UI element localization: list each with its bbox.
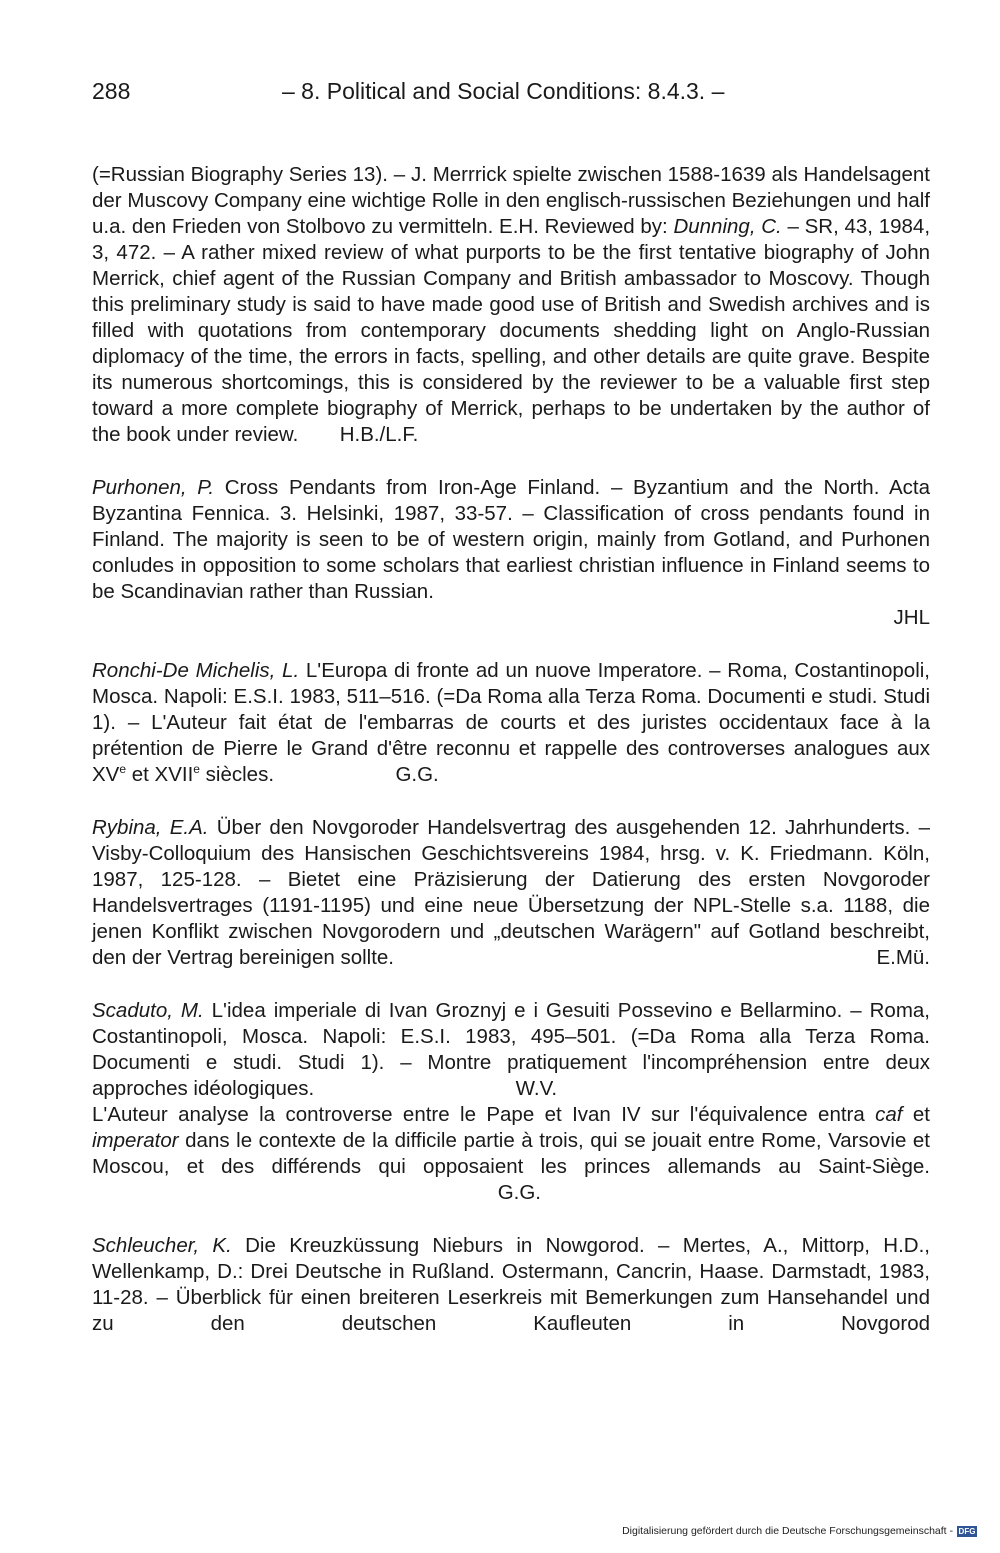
entry-text: dans le contexte de la difficile partie à trois, qui se jouait entre Rome, Varsovie et Moscou, et des différends qui opposaient les princes allemands au Saint-Siège.	[92, 1129, 930, 1178]
superscript: e	[193, 762, 200, 777]
entry-text: et	[902, 1103, 930, 1126]
entry-initials: W.V.	[515, 1077, 558, 1100]
entry-initials: E.H.	[499, 215, 539, 238]
entry-author: Ronchi-De Michelis, L.	[92, 659, 300, 682]
bibliography-body	[92, 162, 930, 1337]
running-head-title: – 8. Political and Social Conditions: 8.4.3. –	[282, 78, 725, 104]
bibliography-entry-schleucher	[92, 1233, 930, 1337]
bibliography-entry-ronchi-de-michelis	[92, 658, 930, 788]
bibliography-entry-scaduto	[92, 998, 930, 1206]
entry-text: (=Russian Biography Series 13). – J. Merrrick spielte zwischen 1588-1639 als Handelsagent der Muscovy Company eine wichtige Rolle in den englisch-russischen Beziehungen und half u.a. den Frieden von Stolbovo zu vermitteln.	[92, 163, 930, 238]
entry-text: Cross Pendants from Iron-Age Finland. – Byzantium and the North. Acta Byzantina Fennica. 3. Helsinki, 1987, 33-57. – Classification of cross pendants found in Finland. The majority is seen to be of western origin, mainly from Gotland, and Purhonen conludes in opposition to some scholars that earliest christian influence in Finland seems to be Scandinavian rather than Russian.	[92, 476, 930, 603]
entry-text-end: siècles.	[199, 763, 275, 786]
review-initials: H.B./L.F.	[339, 423, 419, 446]
bibliography-entry-rybina	[92, 815, 930, 971]
reviewer-name: Dunning, C.	[673, 215, 782, 238]
page-number: 288	[92, 78, 131, 104]
entry-author: Purhonen, P.	[92, 476, 215, 499]
dfg-logo: DFG	[958, 1526, 976, 1536]
entry-author: Rybina, E.A.	[92, 816, 209, 839]
entry-initials: G.G.	[395, 763, 439, 786]
superscript: e	[119, 762, 127, 777]
running-head	[92, 78, 930, 114]
entry-initials: JHL	[893, 606, 930, 629]
entry-text: Über den Novgoroder Handelsvertrag des ausgehenden 12. Jahrhunderts. – Visby-Colloquium des Hansischen Geschichtsvereins 1984, hrsg. v. K. Friedmann. Köln, 1987, 125-128. – Bietet eine Präzisierung der Datierung des ersten Novgoroder Handelsvertrages (1191-1195) und eine neue Übersetzung der NPL-Stelle s.a. 1188, die jenen Konflikt zwischen Novgorodern und „deutschen Warägern" auf Gotland beschreibt, den der Vertrag bereinigen sollte.	[92, 816, 930, 969]
entry-text: L'Auteur analyse la controverse entre le Pape et Ivan IV sur l'équivalence entra	[92, 1103, 876, 1126]
entry-author: Schleucher, K.	[92, 1234, 232, 1257]
bibliography-entry-merrick	[92, 162, 930, 448]
document-page	[92, 78, 930, 1364]
entry-initials: G.G.	[497, 1181, 541, 1204]
reviewed-by-label: Reviewed by:	[544, 215, 668, 238]
entry-text: Die Kreuzküssung Nieburs in Nowgorod. – Mertes, A., Mittorp, H.D., Wellenkamp, D.: Drei Deutsche in Rußland. Ostermann, Cancrin, Haase. Darmstadt, 1983, 11-28. – Überblick für einen breiteren Leserkreis mit Bemerkungen zum Hansehandel und zu den deutschen Kaufleuten in Novgorod	[92, 1234, 930, 1335]
entry-author: Scaduto, M.	[92, 999, 204, 1022]
entry-initials: E.Mü.	[876, 946, 930, 969]
review-text: – SR, 43, 1984, 3, 472. – A rather mixed review of what purports to be the first tentative biography of John Merrick, chief agent of the Russian Company and British ambassador to Moscovy. Though this preliminary study is said to have made good use of British and Swedish archives and is filled with quotations from contemporary documents shedding light on Anglo-Russian diplomacy of the time, the errors in facts, spelling, and other details are quite grave. Bespite its numerous shortcomings, this is considered by the reviewer to be a valuable first step toward a more complete biography of Merrick, perhaps to be undertaken by the author of the book under review.	[92, 215, 931, 446]
entry-text: L'idea imperiale di Ivan Groznyj e i Gesuiti Possevino e Bellarmino. – Roma, Costantinopoli, Mosca. Napoli: E.S.I. 1983, 495–501. (=Da Roma alla Terza Roma. Documenti e studi. Studi 1). – Montre pratiquement l'incompréhension entre deux approches idéologiques.	[92, 999, 931, 1100]
digitization-footer	[622, 1525, 977, 1537]
italic-term: caf	[875, 1103, 903, 1126]
entry-text: L'Europa di fronte ad un nuove Imperatore. – Roma, Costantinopoli, Mosca. Napoli: E.S.I. 1983, 511–516. (=Da Roma alla Terza Roma. Documenti e studi. Studi 1). – L'Auteur fait état de l'embarras de courts et des juristes occidentaux face à la prétention de Pierre le Grand d'être reconnu et rappelle des controverses analogues aux XV	[92, 659, 930, 786]
bibliography-entry-purhonen	[92, 475, 930, 631]
footer-text: Digitalisierung gefördert durch die Deutsche Forschungsgemeinschaft -	[622, 1525, 953, 1537]
italic-term: imperator	[92, 1129, 179, 1152]
entry-text-cont: et XVII	[126, 763, 194, 786]
